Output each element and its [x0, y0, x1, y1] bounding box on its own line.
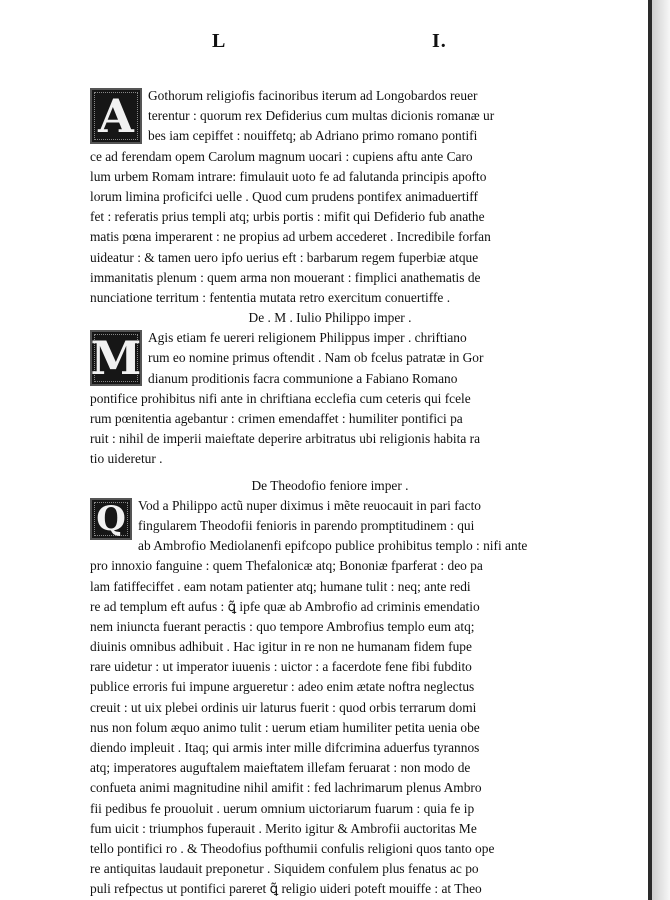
initial-letter: M — [90, 331, 142, 386]
page-edge — [652, 0, 670, 900]
text-line: fingularem Theodofii fenioris in parendo promptitudinem : qui — [138, 517, 475, 533]
folio-right: I. — [432, 30, 447, 52]
text-line: re ad templum eft aufus : ꝗ̃ ipfe quæ ab Ambrofio ad criminis emendatio — [90, 598, 480, 614]
text-line: fii pedibus fe prouoluit . uerum omnium uictoriarum fuarum : quia fe ip — [90, 800, 475, 816]
text-line: confueta animi magnitudine nihil amifit : fed lachrimarum plenus Ambro — [90, 780, 482, 796]
text-line: rare uidetur : ut imperator iuuenis : uictor : a facerdote fene fibi fubdito — [90, 659, 472, 675]
text-line: atq; imperatores auguftalem maieftatem illefam feruarat : non modo de — [90, 760, 471, 776]
initial-letter: Q — [96, 498, 126, 539]
text-line: lorum limina proficifci uelle . Quod cum prudens pontifex animaduertiff — [90, 188, 478, 204]
text-line: fum uicit : triumphos fuperauit . Merito igitur & Ambrofii auctoritas Me — [90, 820, 477, 836]
text-line: tello pontifici ro . & Theodofius pofthumii confulis religioni quos tanto ope — [90, 840, 495, 856]
text-line: bes iam cepiffet : nouiffetq; ab Adriano primo romano pontifi — [148, 128, 478, 144]
section-philippus — [90, 328, 570, 469]
text-line: immanitatis plenum : quem arma non mouerant : fimplici anathematis de — [90, 269, 481, 285]
text-line: rum pœnitentia agebantur : crimen emendaffet : humiliter pontifici pa — [90, 411, 463, 426]
text-line: Gothorum religiofis facinoribus iterum ad Longobardos reuer — [148, 88, 478, 103]
section-gothorum — [90, 86, 570, 308]
text-line: ce ad ferendam opem Carolum magnum uocari : cupiens aftu ante Caro — [90, 148, 473, 164]
text-line: dianum proditionis facra communione a Fabiano Romano — [148, 370, 458, 386]
text-block — [90, 86, 570, 900]
section-heading-theodosius: De Theodofio feniore imper . — [251, 477, 409, 493]
text-line: diendo impleuit . Itaq; qui armis inter mille difcrimina aduerfus tyrannos — [90, 740, 480, 755]
text-line: rum eo nomine primus oftendit . Nam ob fcelus patratæ in Gor — [148, 350, 484, 366]
decorated-initial-a — [90, 88, 142, 144]
section-heading-philippus: De . M . Iulio Philippo imper . — [248, 310, 412, 326]
text-line: ruit : nihil de imperii maieftate deperire arbitratus ubi religionis habita ra — [90, 431, 481, 447]
text-line: lam fatiffeciffet . eam notam patienter atq; humane tulit : neq; ante redi — [90, 578, 471, 594]
text-line: Agis etiam fe uereri religionem Philippus imper . chriftiano — [148, 330, 467, 346]
decorated-initial-q — [90, 498, 132, 540]
text-line: nem iniuncta fuerant peractis : quo tempore Ambrofius templo eum atq; — [90, 618, 475, 634]
folio-left: L — [212, 30, 227, 52]
text-line: matis pœna imperarent : ne propius ad urbem accederet . Incredibile forfan — [90, 229, 491, 245]
text-line: Vod a Philippo actũ nuper diximus i mẽte reuocauit in pari facto — [138, 497, 481, 513]
text-line: pro innoxio fanguine : quem Thefalonicæ atq; Bononiæ fparferat : deo pa — [90, 558, 483, 574]
text-line: pontifice prohibitus nifi ante in chriftiana ecclefia cum ceteris qui fcele — [90, 390, 471, 406]
text-line: puli refpectus ut pontifici pareret ꝗ̃ religio uideri poteft mouiffe : at Theo — [90, 881, 482, 897]
text-line: creuit : ut uix plebei ordinis uir laturus fuerit : quod orbis terrarum domi — [90, 699, 477, 715]
decorated-initial-m — [90, 330, 142, 386]
text-line: lum urbem Romam intrare: fimulauit uoto fe ad falutanda principis apofto — [90, 168, 487, 184]
text-line: nus non folum æquo animo tulit : uerum etiam humiliter petita uenia obe — [90, 719, 480, 735]
text-line: diuinis omnibus adhibuit . Hac igitur in re non ne humanam fidem fupe — [90, 639, 472, 655]
text-line: publice erroris fui impune argueretur : adeo enim ætate noftra neglectus — [90, 679, 475, 695]
text-line: tio uideretur . — [90, 451, 163, 467]
text-line: re antiquitas laudauit preponetur . Siquidem confulem plus fenatus ac po — [90, 861, 479, 877]
text-line: uideatur : & tamen uero ipfo uerius eft : barbarum regem fuperbiæ atque — [90, 249, 479, 265]
text-line: fet : referatis prius templi atq; urbis portis : mifit qui Defiderio fub anathe — [90, 209, 485, 225]
initial-letter: A — [98, 88, 134, 143]
text-line: nunciatione territum : fententia mutata retro exercitum conuertiffe . — [90, 289, 451, 305]
text-line: terentur : quorum rex Defiderius cum multas dicionis romanæ ur — [148, 108, 495, 124]
text-line: ab Ambrofio Mediolanenfi epifcopo publice prohibitus templo : nifi ante — [138, 538, 528, 554]
section-theodosius — [90, 496, 570, 900]
